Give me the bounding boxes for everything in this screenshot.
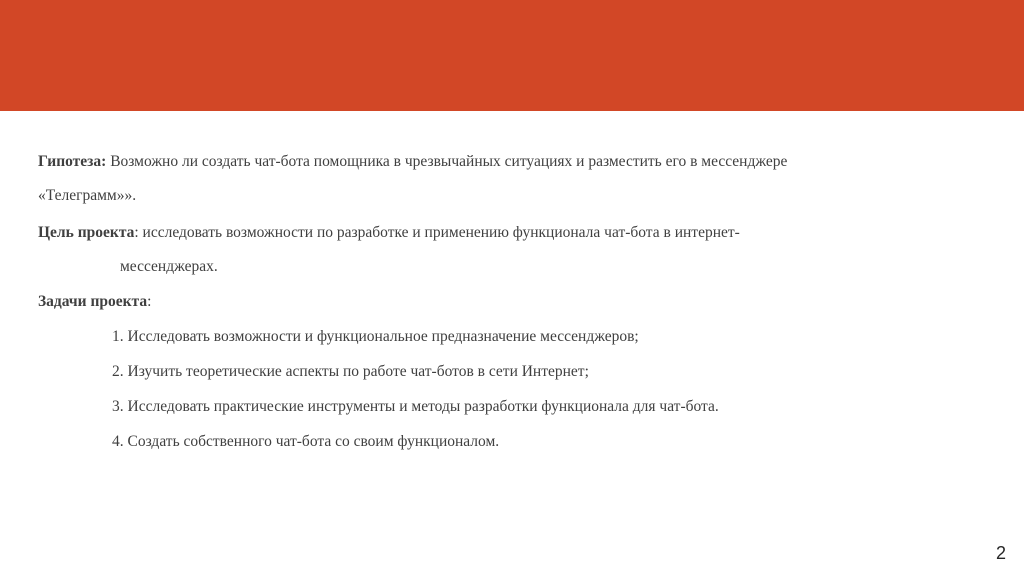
hypothesis-line-1 bbox=[38, 151, 787, 173]
task-item: 1. Исследовать возможности и функциональное предназначение мессенджеров; bbox=[112, 328, 639, 345]
hypothesis-label: Гипотеза: bbox=[38, 153, 107, 170]
header-band bbox=[0, 0, 1024, 111]
goal-label: Цель проекта bbox=[38, 224, 135, 241]
tasks-label-suffix: : bbox=[147, 293, 152, 310]
task-item: 2. Изучить теоретические аспекты по работе чат-ботов в сети Интернет; bbox=[112, 363, 589, 380]
goal-line-2 bbox=[120, 256, 218, 278]
task-item: 4. Создать собственного чат-бота со своим функционалом. bbox=[112, 433, 500, 450]
hypothesis-text: Возможно ли создать чат-бота помощника в чрезвычайных ситуациях и разместить его в мессенджере bbox=[106, 153, 788, 170]
tasks-heading bbox=[38, 291, 151, 313]
goal-line-1 bbox=[38, 222, 740, 244]
goal-text: : исследовать возможности по разработке и применению функционала чат-бота в интернет- bbox=[134, 224, 740, 241]
page-number: 2 bbox=[995, 543, 1006, 563]
task-item: 3. Исследовать практические инструменты и методы разработки функционала для чат-бота. bbox=[112, 398, 719, 415]
hypothesis-text-continued: «Телеграмм»». bbox=[38, 187, 137, 204]
hypothesis-line-2 bbox=[38, 185, 136, 207]
goal-text-continued: мессенджерах. bbox=[120, 258, 218, 275]
tasks-label: Задачи проекта bbox=[38, 293, 148, 310]
